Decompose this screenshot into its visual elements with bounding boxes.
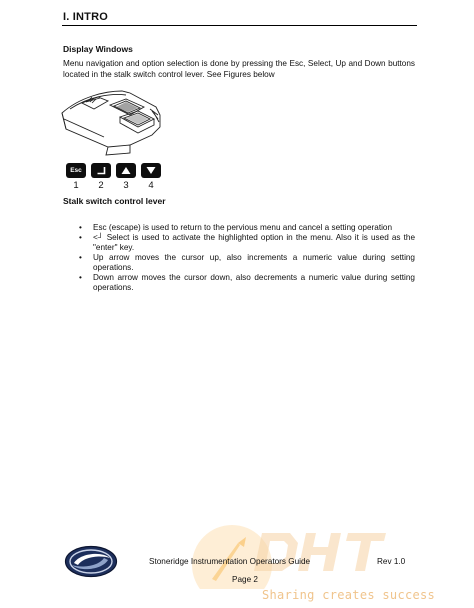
key-number: 4: [148, 180, 154, 191]
intro-paragraph: Menu navigation and option selection is done by pressing the Esc, Select, Up and Down buttons located in the stalk switch control lever. See Figures below: [63, 59, 415, 79]
esc-key: [66, 163, 86, 178]
up-arrow-key: [116, 163, 136, 178]
footer-revision: Rev 1.0: [377, 557, 406, 566]
key-number: 3: [123, 180, 129, 191]
up-arrow-icon: [121, 166, 131, 175]
bullet-text: Up arrow moves the cursor up, also increments a numeric value during setting operations.: [93, 253, 415, 272]
list-item: [79, 223, 415, 233]
footer-guide-title: Stoneridge Instrumentation Operators Guide: [149, 557, 311, 566]
list-item: [79, 273, 415, 293]
key-number: 2: [98, 180, 104, 191]
bullet-dot: •: [79, 273, 82, 282]
down-arrow-key: [141, 163, 161, 178]
footer-page-number: Page 2: [232, 575, 258, 584]
bullet-text: Esc (escape) is used to return to the pervious menu and cancel a setting operation: [93, 223, 393, 232]
watermark-tagline: Sharing creates success: [262, 588, 436, 602]
bullet-dot: •: [79, 233, 82, 242]
page-title: I. INTRO: [63, 11, 108, 23]
esc-key-label: Esc: [70, 167, 82, 174]
figure-caption: Stalk switch control lever: [63, 196, 166, 206]
bullet-list: [79, 223, 415, 293]
bullet-dot: •: [79, 223, 82, 232]
bullet-text: Down arrow moves the cursor down, also decrements a numeric value during setting operations.: [93, 273, 415, 292]
enter-key-icon: [95, 166, 107, 176]
stoneridge-logo-icon: [64, 545, 118, 578]
key-number: 1: [73, 180, 79, 191]
list-item: [79, 233, 415, 253]
list-item: [79, 253, 415, 273]
bullet-dot: •: [79, 253, 82, 262]
down-arrow-icon: [146, 166, 156, 175]
title-rule: [62, 25, 417, 26]
watermark-emblem: [190, 523, 440, 589]
stalk-lever-illustration: [60, 85, 164, 161]
section-heading: Display Windows: [63, 44, 133, 54]
enter-key: [91, 163, 111, 178]
bullet-text: <┘ Select is used to activate the highlighted option in the menu. Also it is used as the "enter" key.: [93, 233, 415, 252]
